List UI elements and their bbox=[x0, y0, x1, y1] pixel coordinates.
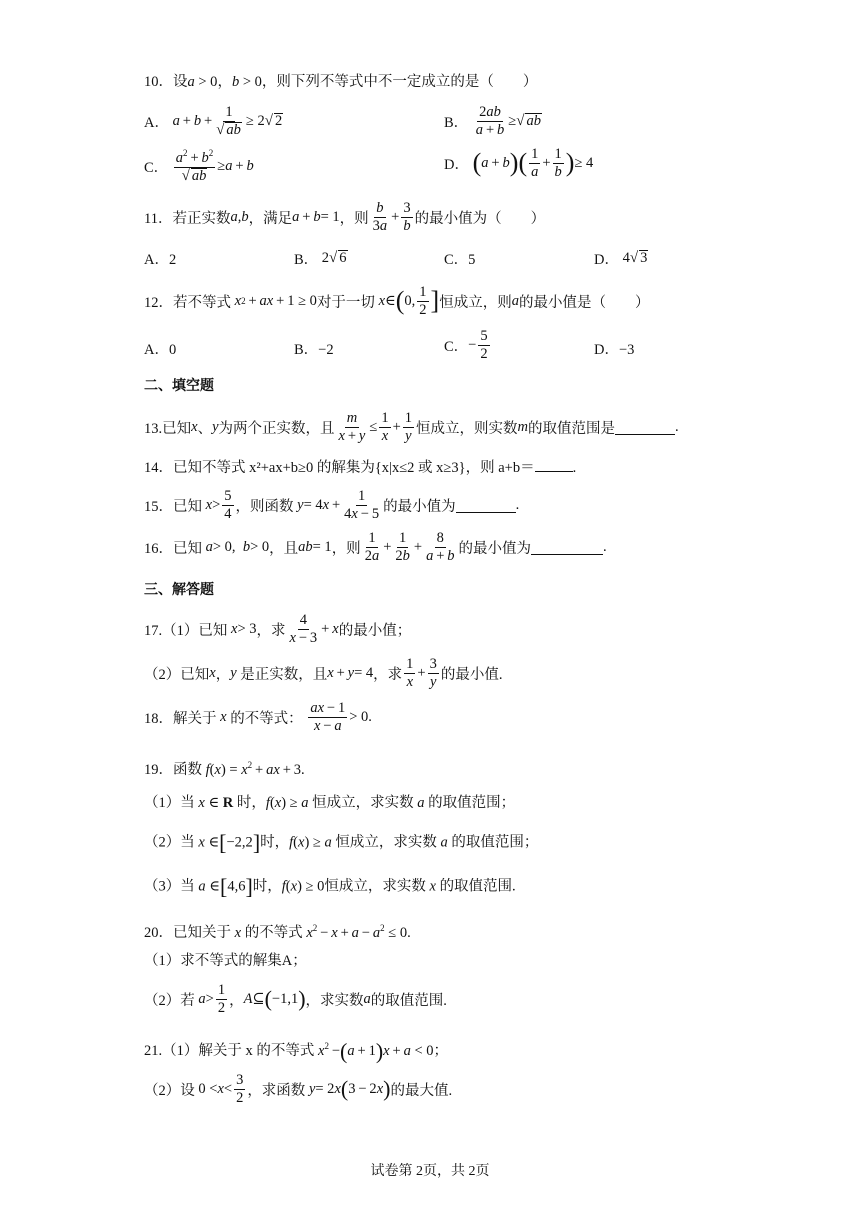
q10-stem: 10．设a > 0，b > 0，则下列不等式中不一定成立的是（ ） bbox=[144, 74, 538, 90]
q11-option-a: A．2 bbox=[144, 252, 177, 268]
answer-blank bbox=[615, 420, 675, 435]
q14-stem: 14．已知不等式 x²+ax+b≥0 的解集为{x|x≤2 或 x≥3}，则 a+b＝ . bbox=[144, 457, 576, 478]
q20-part2: （2）若 a > $\frac{1}{2}$ ， A ⊆ ( −1,1 ) ，求实数 a 的取值范围. bbox=[144, 982, 447, 1016]
q12-stem: 12．若不等式 x 2 + ax + 1 ≥ 0 对于一切 x ∈ ( 0, $\frac{1}{2}$ ] 恒成立，则 a 的最小值是（ ） bbox=[144, 284, 650, 318]
q12-option-c: C． − $\frac{5}{2}$ bbox=[444, 328, 488, 362]
q17-part1: 17.（1）已知 x > 3 ，求 $\frac{4}{x - 3}$ + x 的最小值； bbox=[144, 612, 412, 646]
q11-option-c: C．5 bbox=[444, 252, 476, 268]
q11-option-d: D． 4 √ 3 bbox=[594, 250, 648, 268]
answer-blank bbox=[531, 540, 603, 555]
q16-stem: 16．已知 a > 0, b > 0 ，且 ab = 1 ，则 $\frac{1}{2a}$ + $\frac{1}{2b}$ + $\frac{8}{a + b}$ 的最小值为 . bbox=[144, 530, 607, 564]
q19-part1: （1）当 x ∈ R 时，f(x) ≥ a 恒成立，求实数 a 的取值范围； bbox=[144, 795, 516, 811]
q11-stem: 11．若正实数 a , b ，满足 a + b = 1 ，则 $\frac{b}{3a}$ + $\frac{3}{b}$ 的最小值为（ ） bbox=[144, 200, 546, 234]
q12-option-a: A．0 bbox=[144, 342, 177, 358]
q18-stem: 18．解关于 x 的不等式： $\frac{ax - 1}{x - a}$ > 0 . bbox=[144, 700, 372, 734]
q21-part2: （2）设 0 < x < $\frac{3}{2}$ ，求函数 y = 2 x ( 3 − 2 x ) 的最大值. bbox=[144, 1072, 453, 1106]
q13-stem: 13.已知 x 、 y 为两个正实数，且 $\frac{m}{x + y}$ ≤ $\frac{1}{x}$ + $\frac{1}{y}$ 恒成立，则实数 m 的取值范围是 . bbox=[144, 410, 679, 444]
q17-part2: （2）已知 x ， y 是正实数，且 x + y = 4 ，求 $\frac{1}{x}$ + $\frac{3}{y}$ 的最小值. bbox=[144, 656, 503, 690]
q10-option-b: B． $\frac{2ab}{a + b}$ ≥ √ ab bbox=[444, 104, 541, 138]
q10-option-a: A． a + b + $\frac{1}{√ ab}$ ≥ 2 √ 2 bbox=[144, 104, 283, 138]
q21-part1: 21.（1）解关于 x 的不等式 $x^2 -(a + 1)x + a < 0$； bbox=[144, 1038, 449, 1064]
q12-option-d: D．−3 bbox=[594, 342, 635, 358]
q20-stem: 20．已知关于 x 的不等式 $x^2 - x + a - a^2 \le 0$. bbox=[144, 923, 411, 941]
answer-blank bbox=[456, 498, 516, 513]
section-fill-in-heading: 二、填空题 bbox=[144, 378, 214, 394]
section-solve-heading: 三、解答题 bbox=[144, 582, 214, 598]
q20-part1: （1）求不等式的解集A； bbox=[144, 953, 307, 969]
q12-option-b: B．−2 bbox=[294, 342, 334, 358]
q19-part2: （2）当 x ∈[−2,2]时，f(x) ≥ a 恒成立，求实数 a 的取值范围； bbox=[144, 830, 539, 855]
answer-blank bbox=[535, 457, 573, 472]
q11-option-b: B． 2 √ 6 bbox=[294, 250, 347, 268]
page-footer: 试卷第 2页，共 2页 bbox=[370, 1164, 490, 1179]
q19-part3: （3）当 a ∈[4,6]时，f(x) ≥ 0恒成立，求实数 x 的取值范围. bbox=[144, 874, 516, 899]
q10-option-c: C． $\frac{a^2 + b^2}{√ ab}$ ≥ a + b bbox=[144, 148, 254, 184]
q19-stem: 19．函数 $f(x) = x^2$ + ax + 3. bbox=[144, 760, 305, 778]
q10-option-d: D． ( a + b ) ( $\frac{1}{a}$ + $\frac{1}{b}$ ) ≥ 4 bbox=[444, 146, 594, 180]
q15-stem: 15．已知 x > $\frac{5}{4}$ ，则函数 y = 4 x + $\frac{1}{4x - 5}$ 的最小值为 . bbox=[144, 488, 520, 522]
